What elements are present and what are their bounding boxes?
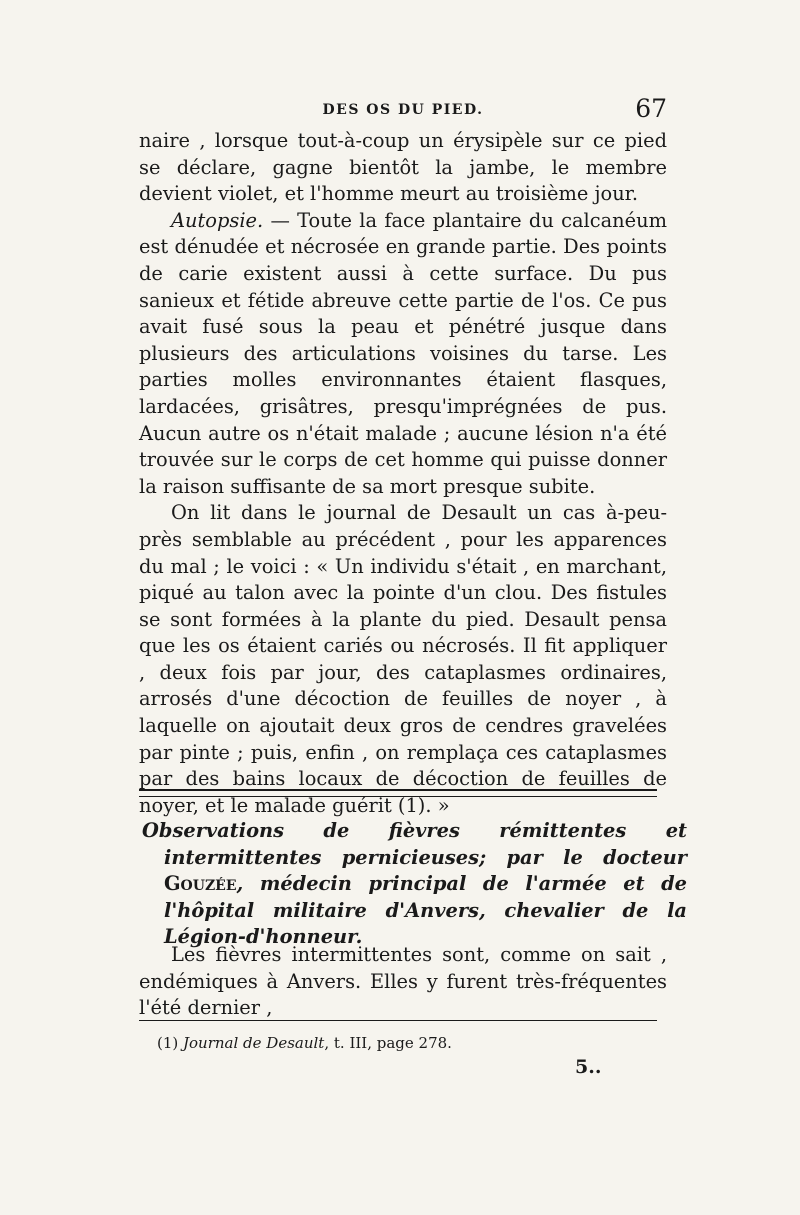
footnote-detail: , t. III, page 278.: [324, 1034, 452, 1052]
continuation-text: naire , lorsque tout-à-coup un érysipèle sur ce pied se déclare, gagne bientôt la jambe, le membre devient violet, et l'homme meurt au troisième jour.: [139, 129, 667, 206]
observation-title-part1: Observations de fièvres rémittentes et intermittentes pernicieuses; par le docteur: [142, 819, 687, 869]
running-title: DES OS DU PIED.: [322, 102, 484, 118]
footnote: [157, 1034, 452, 1052]
observation-opening-paragraph: Les fièvres intermittentes sont, comme on sait , endémiques à Anvers. Elles y furent très-fréquentes l'été dernier ,: [139, 943, 667, 1020]
signature-mark: 5..: [575, 1056, 602, 1078]
observation-title: [144, 818, 687, 951]
autopsy-section: [139, 128, 667, 819]
running-head: [139, 96, 667, 126]
footnote-divider: [139, 1020, 657, 1021]
autopsy-label: Autopsie.: [171, 208, 264, 232]
observation-author: Gouzée: [164, 872, 237, 896]
autopsy-text: — Toute la face plantaire du calcanéum est dénudée et nécrosée en grande partie. Des points de carie existent aussi à cette surface. Du pus sanieux et fétide abreuve cette partie de l'os. Ce pus avait fusé sous la peau et pénétré jusque dans plusieurs des articulations voisines du tarse. Les parties molles environnantes étaient flasques, lardacées, grisâtres, presqu'imprégnées de pus. Aucun autre os n'était malade ; aucune lésion n'a été trouvée sur le corps de cet homme qui puisse donner la raison suffisante de sa mort presque subite.: [139, 208, 667, 498]
page-number: 67: [635, 94, 667, 123]
footnote-source: Journal de Desault: [183, 1034, 325, 1052]
continuation-paragraph: [139, 128, 667, 208]
desault-text: On lit dans le journal de Desault un cas à-peu-près semblable au précédent , pour les apparences du mal ; le voici : « Un individu s'était , en marchant, piqué au talon avec la pointe d'un clou. Des fistules se sont formées à la plante du pied. Desault pensa que les os étaient cariés ou nécrosés. Il fit appliquer , deux fois par jour, des cataplasmes ordinaires, arrosés d'une décoction de feuilles de noyer , à laquelle on ajoutait deux gros de cendres gravelées par pinte ; puis, enfin , on remplaça ces cataplasmes par des bains locaux de décoction de feuilles de noyer, et le malade guérit (1). »: [139, 501, 667, 817]
observation-section: [139, 942, 667, 1022]
observation-title-part2: , médecin principal de l'armée et de l'hôpital militaire d'Anvers, chevalier de la Légion-d'honneur.: [164, 872, 687, 949]
footnote-marker: (1): [157, 1034, 184, 1052]
section-divider-double: [139, 789, 657, 797]
autopsy-paragraph: [139, 208, 667, 501]
desault-paragraph: [139, 500, 667, 819]
